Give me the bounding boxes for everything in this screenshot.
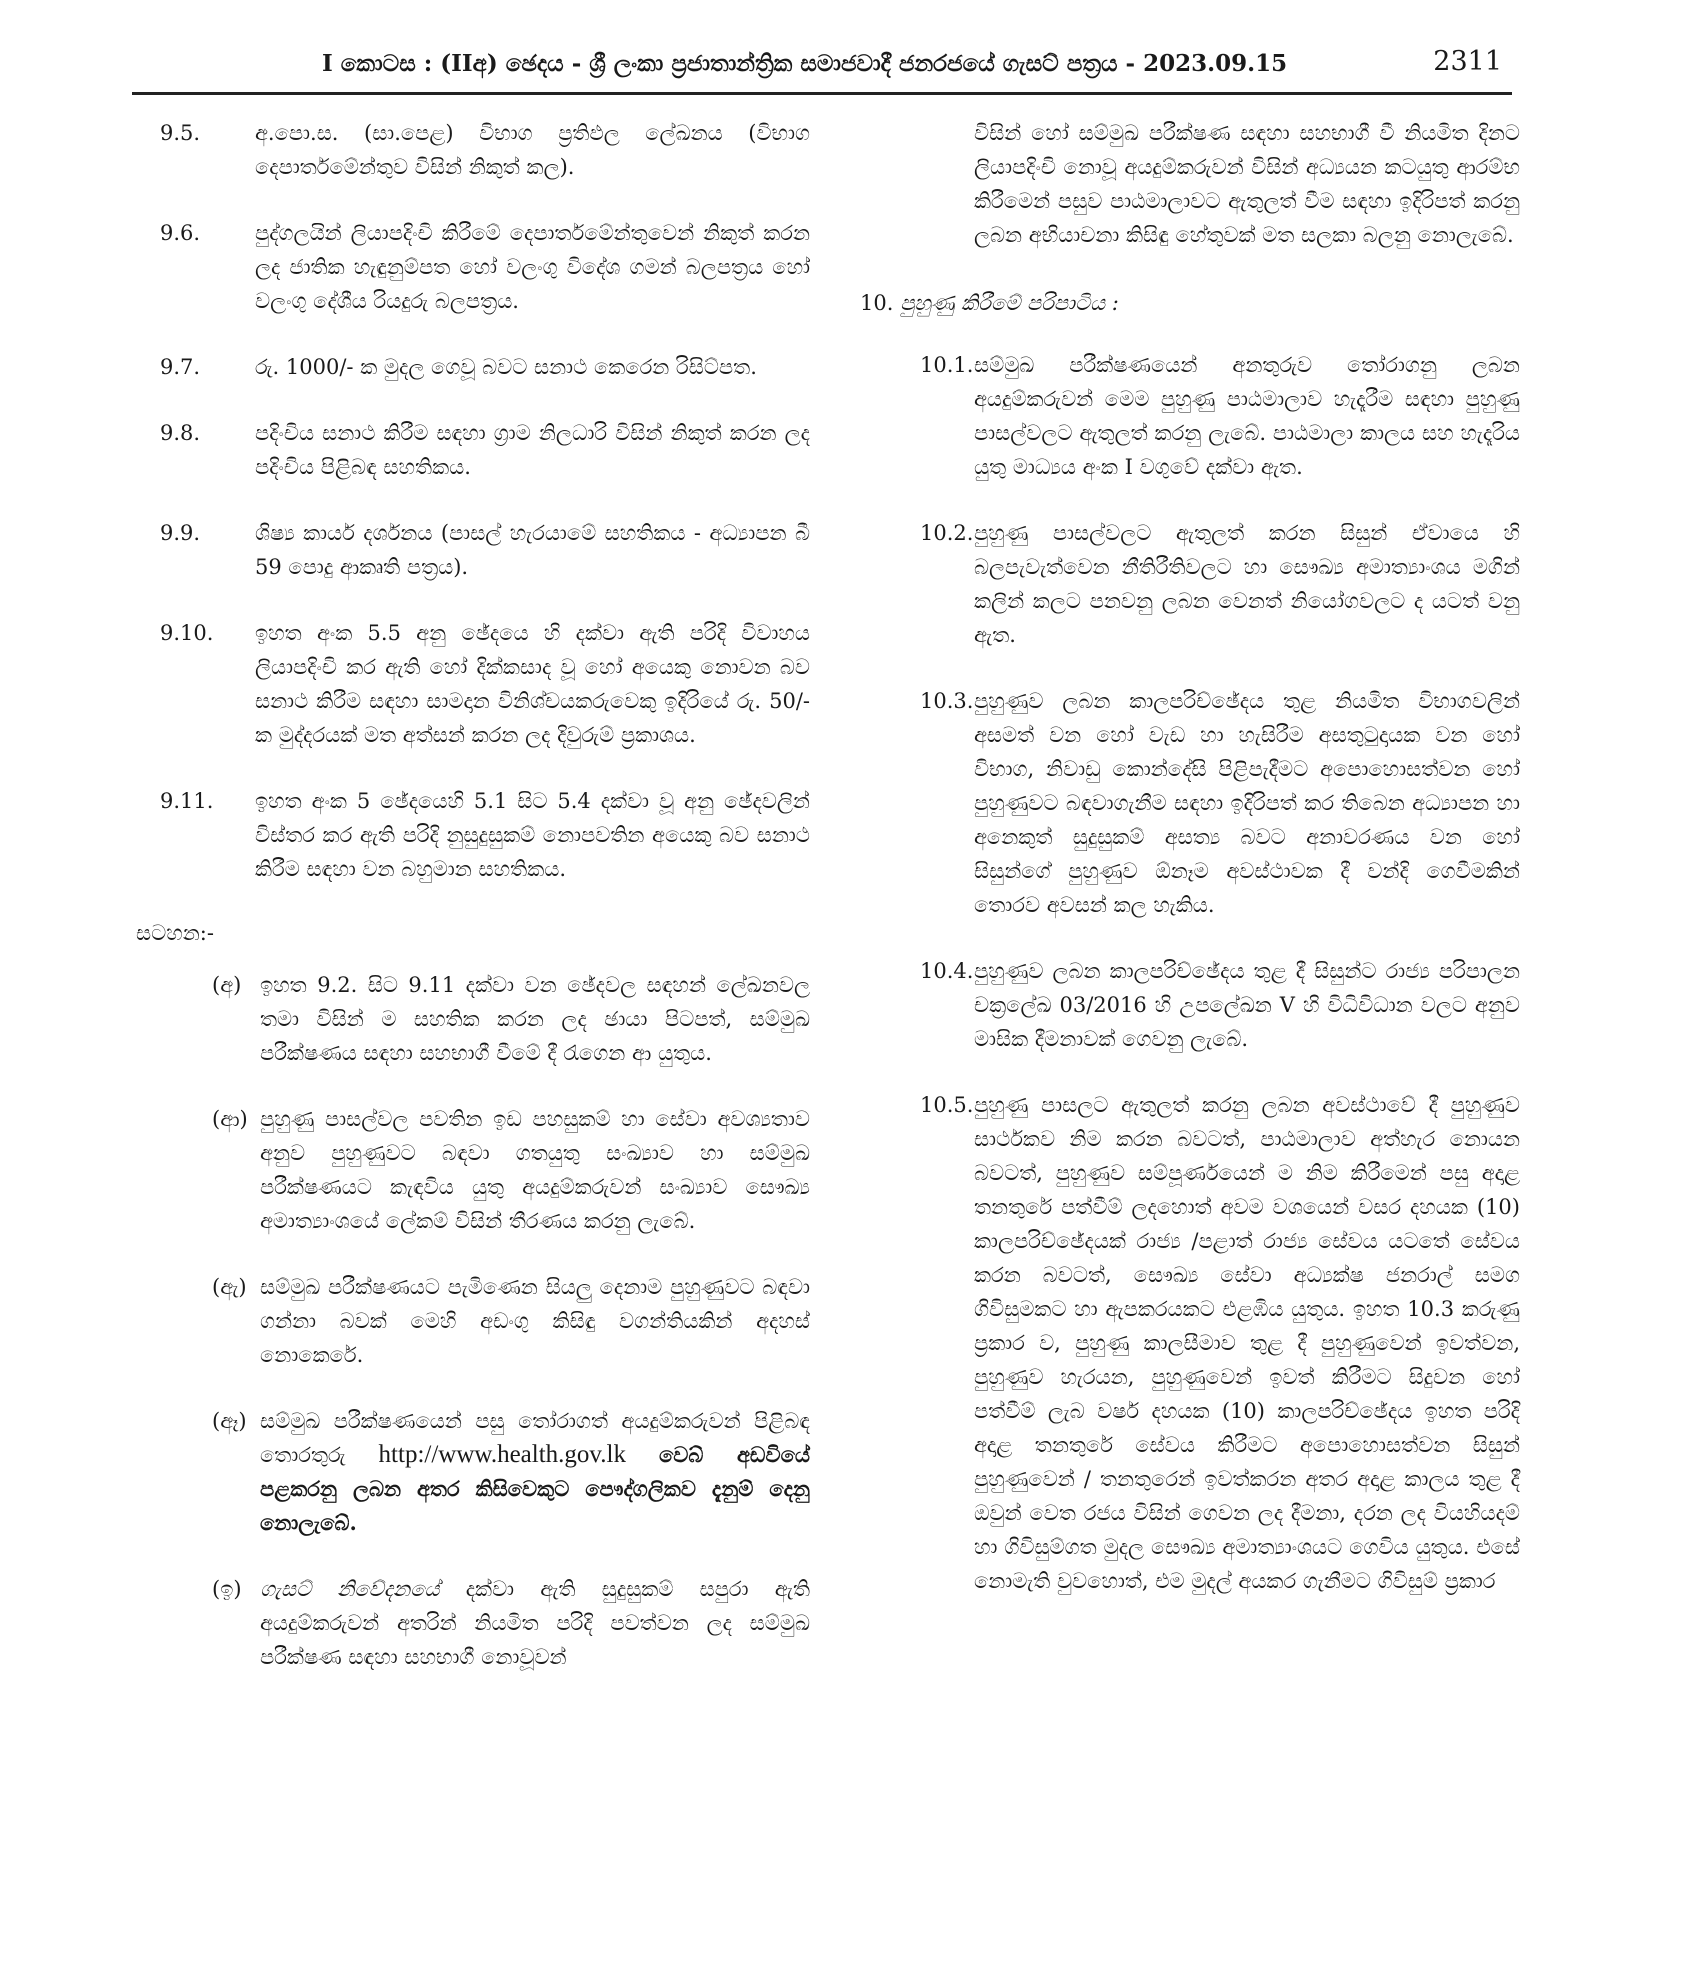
list-item-10-1 bbox=[870, 348, 1520, 484]
section-number: 10. bbox=[860, 291, 894, 315]
page-header bbox=[132, 44, 1512, 96]
item-number: 10.4. bbox=[920, 959, 974, 983]
item-number: 9.11. bbox=[160, 789, 214, 813]
note-text-bold: වෙබ් අඩවියේ පළකරනු ලබන අතර කිසිවෙකුට පෞද්ගලිකව දැනුම් දෙනු නොලැබේ. bbox=[260, 1442, 810, 1535]
item-text: රු. 1000/- ක මුදල ගෙවූ බවට සනාථ කෙරෙන රිසිට්පත. bbox=[255, 355, 757, 379]
list-item-9-8 bbox=[160, 416, 810, 484]
note-text bbox=[260, 1404, 810, 1540]
list-item-9-11 bbox=[160, 784, 810, 886]
note-marker: (ඉ) bbox=[212, 1577, 242, 1601]
item-number: 9.10. bbox=[160, 621, 214, 645]
note-text bbox=[260, 1572, 810, 1674]
list-item-10-5 bbox=[870, 1088, 1520, 1598]
item-text: පුහුණු පාසල්වලට ඇතුලත් කරන සිසුන් ඒවායෙ හි බලපැවැත්වෙන නීතිරීතිවලට හා සෞඛ්‍ය අමාත්‍යාංශය මගින් කලින් කලට පනවනු ලබන වෙනත් නියෝගවලට ද යටත් වනු ඇත. bbox=[974, 521, 1520, 647]
item-number: 9.9. bbox=[160, 521, 201, 545]
list-item-9-9 bbox=[160, 516, 810, 584]
note-item-aa bbox=[160, 1102, 810, 1238]
section-heading bbox=[860, 286, 1520, 320]
list-item-9-6 bbox=[160, 216, 810, 318]
note-item-i bbox=[160, 1572, 810, 1674]
note-text: ඉහත 9.2. සිට 9.11 දක්වා වන ඡේදවල සඳහන් ලේඛනවල තමා විසින් ම සහතික කරන ලද ඡායා පිටපත්, සම්මුඛ පරීක්ෂණය සඳහා සහභාගී වීමේ දී රැගෙන ආ යුතුය. bbox=[260, 973, 810, 1065]
section-title: පුහුණු කිරීමේ පරිපාටිය : bbox=[900, 291, 1119, 315]
gazette-header-title: I කොටස : (IIඅ) ඡෙදය - ශ්‍රී ලංකා ප්‍රජාතාන්ත්‍රික සමාජවාදී ජනරජයේ ගැසට් පත්‍රය - 2023.09.15 bbox=[322, 50, 1288, 77]
item-text: පුහුණුව ලබන කාලපරිච්ඡේදය තුළ දී සිසුන්ට රාජ්‍ය පරිපාලන චක්‍රලේඛ 03/2016 හි උපලේඛන V හි විධිවිධාන වලට අනුව මාසික දීමනාවක් ගෙවනු ලැබේ. bbox=[974, 959, 1520, 1051]
item-number: 10.5. bbox=[920, 1093, 974, 1117]
item-text: සම්මුඛ පරීක්ෂණයෙන් අනතුරුව තෝරාගනු ලබන අයදුම්කරුවන් මෙම පුහුණු පාඨමාලාව හැදෑරීම සඳහා පුහුණු පාසල්වලට ඇතුලත් කරනු ලැබේ. පාඨමාලා කාලය සහ හැදෑරිය යුතු මාධ්‍යය අංක I වගුවේ දක්වා ඇත. bbox=[974, 353, 1520, 479]
note-text: පුහුණු පාසල්වල පවතින ඉඩ පහසුකම් හා සේවා අවශ්‍යතාව අනුව පුහුණුවට බඳවා ගතයුතු සංඛ්‍යාව හා සම්මුඛ පරීක්ෂණයට කැඳවිය යුතු අයදුම්කරුවන් සංඛ්‍යාව සෞඛ්‍ය අමාත්‍යාංශයේ ලේකම් විසින් තීරණය කරනු ලැබේ. bbox=[260, 1107, 810, 1233]
item-number: 10.1. bbox=[920, 353, 974, 377]
note-text-start: සම්මුඛ පරීක්ෂණයෙන් පසු තෝරාගත් අයදුම්කරුවන් පිළිබඳ තොරතුරු bbox=[260, 1409, 810, 1467]
continuation-text: විසින් හෝ සම්මුඛ පරීක්ෂණ සඳහා සහභාගී වී නියමිත දිනට ලියාපදිංචි නොවූ අයදුම්කරුවන් විසින් අධ්‍යයන කටයුතු ආරම්භ කිරීමෙන් පසුව පාඨමාලාවට ඇතුලත් වීම සඳහා ඉදිරිපත් කරනු ලබන අභියාචනා කිසිඳු හේතුවක් මත සලකා බලනු නොලැබේ. bbox=[974, 121, 1520, 247]
right-column bbox=[860, 110, 1520, 1598]
left-column bbox=[136, 110, 810, 1674]
note-marker: (ආ) bbox=[212, 1107, 248, 1131]
list-item-9-5 bbox=[160, 116, 810, 184]
item-text: පදිංචිය සනාථ කිරීම සඳහා ග්‍රාම නිලධාරි විසින් නිකුත් කරන ලද පදිංචිය පිළිබඳ සහතිකය. bbox=[255, 421, 810, 479]
list-item-10-2 bbox=[870, 516, 1520, 652]
item-text: අ.පො.ස. (සා.පෙළ) විභාග ප්‍රතිඵල ලේඛනය (විභාග දෙපාර්තමේන්තුව විසින් නිකුත් කල). bbox=[255, 121, 810, 179]
website-url: http://www.health.gov.lk bbox=[378, 1441, 626, 1468]
item-text: ඉහත අංක 5 ඡේදයෙහි 5.1 සිට 5.4 දක්වා වූ අනු ඡේදවලින් විස්තර කර ඇති පරිදි නුසුදුසුකම් නොපවතින අයෙකු බව සනාථ කිරීම සඳහා වන බහුමාන සහතිකය. bbox=[255, 789, 810, 881]
continuation-paragraph bbox=[870, 116, 1520, 252]
list-item-9-7 bbox=[160, 350, 810, 384]
list-item-9-10 bbox=[160, 616, 810, 752]
item-text: පුහුණුව ලබන කාලපරිච්ඡේදය තුළ නියමිත විභාගවලින් අසමත් වන හෝ වැඩ හා හැසිරීම අසතුටුදායක වන හෝ විභාග, නිවාඩු කොන්දේසි පිළිපැදීමට අපොහොසත්වන හෝ පුහුණුවට බඳවාගැනීම සඳහා ඉදිරිපත් කර තිබෙන අධ්‍යාපන හා අනෙකුත් සුදුසුකම් අසත්‍ය බවට අනාවරණය වන හෝ සිසුන්ගේ පුහුණුව ඕනෑම අවස්ථාවක දී වන්දි ගෙවීමකින් තොරව අවසන් කල හැකිය. bbox=[974, 689, 1520, 917]
note-marker: (ඈ) bbox=[212, 1409, 247, 1433]
note-marker: (ඇ) bbox=[212, 1275, 247, 1299]
item-number: 9.5. bbox=[160, 121, 201, 145]
list-item-10-3 bbox=[870, 684, 1520, 922]
item-number: 9.6. bbox=[160, 221, 201, 245]
note-marker: (අ) bbox=[212, 973, 242, 997]
item-text: පුහුණු පාසලට ඇතුලත් කරනු ලබන අවස්ථාවේ දී පුහුණුව සාර්ථකව නිම කරන බවටත්, පාඨමාලාව අත්හැර නොයන බවටත්, පුහුණුව සම්පූර්ණයෙන් ම නිම කිරීමෙන් පසු අදාළ තනතුරේ පත්වීම් ලදහොත් අවම වශයෙන් වසර දහයක (10) කාලපරිච්ඡේදයක් රාජ්‍ය /පළාත් රාජ්‍ය සේවය යටතේ සේවය කරන බවටත්, සෞඛ්‍ය සේවා අධ්‍යක්ෂ ජනරාල් සමග ගිවිසුමකට හා ඇපකරයකට එළඹිය යුතුය. ඉහත 10.3 කරුණු ප්‍රකාර ව, පුහුණු කාලසීමාව තුළ දී පුහුණුවෙන් ඉවත්වන, පුහුණුව හැරයන, පුහුණුවෙන් ඉවත් කිරීමට සිදුවන හෝ පත්වීම් ලැබ වර්ෂ දහයක (10) කාලපරිච්ඡේදය ඉහත පරිදි අදාළ තනතුරේ සේවය කිරීමට අපොහොසත්වන සිසුන් පුහුණුවෙන් / තනතුරෙන් ඉවත්කරන අතර අදාළ කාලය තුළ දී ඔවුන් වෙත රජය විසින් ගෙවන ලද දීමනා, දරන ලද වියහියදම් හා ගිවිසුම්ගත මුදල සෞඛ්‍ය අමාත්‍යාංශයට ගෙවිය යුතුය. එසේ නොමැති වුවහොත්, එම මුදල් අයකර ගැනීමට ගිවිසුම් ප්‍රකාර bbox=[974, 1093, 1520, 1593]
note-item-ae bbox=[160, 1270, 810, 1372]
item-text: පුද්ගලයින් ලියාපදිංචි කිරීමේ දෙපාර්තමේන්තුවෙන් නිකුත් කරන ලද ජාතික හැඳුනුම්පත හෝ වලංගු විදේශ ගමන් බලපත්‍රය හෝ වලංගු දේශීය රියදුරු බලපත්‍රය. bbox=[255, 221, 810, 313]
list-item-10-4 bbox=[870, 954, 1520, 1056]
notes-heading: සටහන:- bbox=[136, 921, 214, 945]
item-number: 10.3. bbox=[920, 689, 974, 713]
item-text: ශිෂ්‍ය කාර්ය දර්ශනය (පාසල් හැරයාමේ සහතිකය - අධ්‍යාපන බී 59 පොදු ආකෘති පත්‍රය). bbox=[255, 521, 810, 579]
item-text: ඉහත අංක 5.5 අනු ඡේදයෙ හි දක්වා ඇති පරිදි විවාහය ලියාපදිංචි කර ඇති හෝ දික්කසාද වූ හෝ අයෙකු නොවන බව සනාථ කිරීම සඳහා සාමදාන විනිශ්චයකරුවෙකු ඉදිරියේ රු. 50/- ක මුද්දරයක් මත අත්සන් කරන ලද දිවුරුම් ප්‍රකාශය. bbox=[255, 621, 810, 747]
page-number: 2311 bbox=[1433, 46, 1502, 77]
note-text-italic: ගැසට් නිවේදනයේ bbox=[260, 1577, 440, 1601]
note-text: සම්මුඛ පරීක්ෂණයට පැමිණෙන සියලු දෙනාම පුහුණුවට බඳවා ගන්නා බවක් මෙහි අඩංගු කිසිඳු වගන්තියකින් අදහස් නොකෙරේ. bbox=[260, 1275, 810, 1367]
item-number: 9.8. bbox=[160, 421, 201, 445]
note-text-rest: දක්වා ඇති සුදුසුකම් සපුරා ඇති අයදුම්කරුවන් අතරින් නියමිත පරිදි පවත්වන ලද සම්මුඛ පරීක්ෂණ සඳහා සහභාගී නොවූවන් bbox=[260, 1577, 810, 1669]
header-divider bbox=[132, 92, 1512, 95]
note-item-aee bbox=[160, 1404, 810, 1540]
item-number: 10.2. bbox=[920, 521, 974, 545]
note-item-a bbox=[160, 968, 810, 1070]
item-number: 9.7. bbox=[160, 355, 201, 379]
